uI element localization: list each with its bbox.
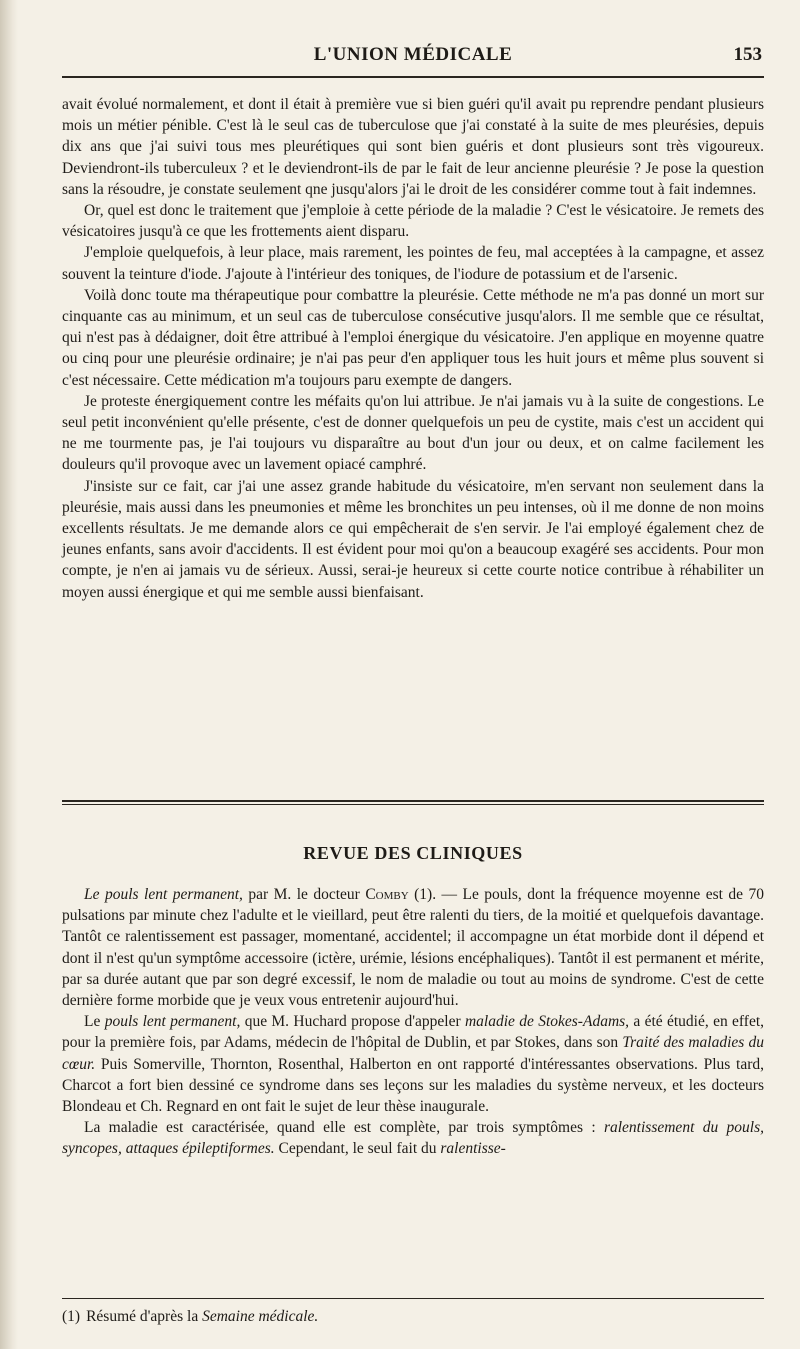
- footnote-marker: (1): [62, 1308, 81, 1325]
- author-name: Comby: [365, 886, 409, 903]
- paragraph: Or, quel est donc le traitement que j'emploie à cette période de la maladie ? C'est le vésicatoire. Je remets des vésicatoires jusqu'à ce que les frottements aient disparu.: [62, 202, 764, 241]
- text-run: Cependant, le seul fait du: [274, 1140, 441, 1158]
- italic-book-title: Traité des maladies du cœur.: [62, 1034, 765, 1073]
- section-divider-rule: [62, 800, 764, 802]
- paragraph: [62, 884, 764, 1011]
- italic-disease-name: maladie de Stokes-Adams,: [464, 1013, 630, 1031]
- paragraph: Voilà donc toute ma thérapeutique pour combattre la pleurésie. Cette méthode ne m'a pas donné un mort sur cinquante cas au minimum, et un seul cas de tuberculose consécutive jusqu'alors. Il me semble que ce résultat, qui n'est pas à dédaigner, doit être attribué à l'emploi énergique du vésicatoire. J'en applique en moyenne quatre ou cinq pour une pleurésie ordinaire; je n'ai pas peur d'en appliquer tous les huit jours et même plus souvent si c'est nécessaire. Cette médication m'a toujours paru exempte de dangers.: [62, 286, 764, 389]
- text-run: que M. Huchard propose d'appeler: [240, 1013, 465, 1031]
- revue-des-cliniques-text: [62, 884, 764, 1160]
- italic-symptoms: ralentissement du pouls, syncopes, attaques épileptiformes.: [62, 1119, 764, 1158]
- running-title: L'UNION MÉDICALE: [313, 44, 513, 65]
- italic-term: pouls lent permanent,: [104, 1013, 241, 1031]
- footnote-rule: [62, 1298, 764, 1299]
- text-run: Le: [84, 1013, 105, 1031]
- article-conclusion: [62, 94, 764, 603]
- paragraph: [62, 1117, 764, 1159]
- header-rule: [62, 76, 764, 78]
- running-header: [62, 42, 764, 72]
- page-number: 153: [733, 44, 762, 65]
- paragraph: avait évolué normalement, et dont il était à première vue si bien guéri qu'il avait pu reprendre pendant plusieurs mois un métier pénible. C'est là le seul cas de tuberculose que j'ai constaté à la suite de mes pleurésies, depuis dix ans que j'ai suivi tous mes pleurétiques qui sont bien guéris et dont plusieurs sont très vigoureux. Deviendront-ils tuberculeux ? et le deviendront-ils de par le fait de leur ancienne pleurésie ? Je pose la question sans la résoudre, je constate seulement qne jusqu'alors j'ai le droit de les considérer comme tout à fait indemnes.: [62, 96, 764, 198]
- article-title: Le pouls lent permanent,: [84, 886, 243, 903]
- paragraph: [62, 1011, 764, 1117]
- footnote: [62, 1306, 764, 1327]
- page-binding-edge: [0, 0, 18, 1349]
- paragraph: J'emploie quelquefois, à leur place, mais rarement, les pointes de feu, mal acceptées à la campagne, et assez souvent la teinture d'iode. J'ajoute à l'intérieur des toniques, de l'iodure de potassium et de l'arsenic.: [62, 244, 764, 283]
- section-heading: REVUE DES CLINIQUES: [303, 843, 523, 863]
- italic-word-break: ralentisse-: [440, 1140, 506, 1158]
- footnote-source: Semaine médicale.: [202, 1308, 319, 1325]
- paragraph: Je proteste énergiquement contre les méfaits qu'on lui attribue. Je n'ai jamais vu à la suite de congestions. Le seul petit inconvénient qu'elle présente, c'est de donner quelquefois un peu de cystite, mais c'est un accident qui ne me tourmente pas, je l'ai toujours vu disparaître au bout d'un jour ou deux, et on calme facilement les douleurs qu'il provoque avec un lavement opiacé camphré.: [62, 392, 764, 474]
- paragraph: J'insiste sur ce fait, car j'ai une assez grande habitude du vésicatoire, m'en servant non seulement dans la pleurésie, mais aussi dans les pneumonies et même les bronchites un peu intenses, où il me donne de non moins excellents résultats. Je me demande alors ce qui empêcherait de s'en servir. Je l'ai employé également chez de jeunes enfants, sans avoir d'accidents. Il est évident pour moi qu'on a beaucoup exagéré ses accidents. Pour mon compte, je n'en ai jamais vu de sérieux. Aussi, serai-je heureux si cette courte notice contribue à réhabiliter un moyen aussi énergique et qui me semble aussi bienfaisant.: [62, 477, 764, 601]
- text-run: par M. le docteur: [242, 886, 366, 903]
- text-run: a été étudié, en effet, pour la première fois, par Adams, médecin de l'hôpital de Dublin, et par Stokes, dans son: [62, 1013, 765, 1052]
- text-run: Puis Somerville, Thornton, Rosenthal, Halberton en ont rapporté d'intéressantes observations. Plus tard, Charcot a fort bien dessiné ce syndrome dans ses leçons sur les maladies du système nerveux, et les docteurs Blondeau et Ch. Regnard en ont fait le sujet de leur thèse inaugurale.: [62, 1055, 764, 1116]
- section-divider-rule-thin: [62, 804, 764, 805]
- footnote-text: Résumé d'après la: [86, 1308, 203, 1325]
- text-run: (1). — Le pouls, dont la fréquence moyenne est de 70 pulsations par minute chez l'adulte et le vieillard, peut être ralenti du tiers, de la moitié et quelquefois davantage. Tantôt ce ralentissement est passager, momentané, accidentel; il accompagne un état morbide dont il dépend et dont il n'est qu'un symptôme accessoire (ictère, urémie, lésions encéphaliques). Tantôt il est permanent et mérite, par sa durée autant que par son degré excessif, le nom de maladie ou tout au moins de syndrome. C'est de cette dernière forme morbide que je veux vous entretenir aujourd'hui.: [62, 886, 764, 1010]
- text-run: La maladie est caractérisée, quand elle est complète, par trois symptômes :: [84, 1119, 604, 1137]
